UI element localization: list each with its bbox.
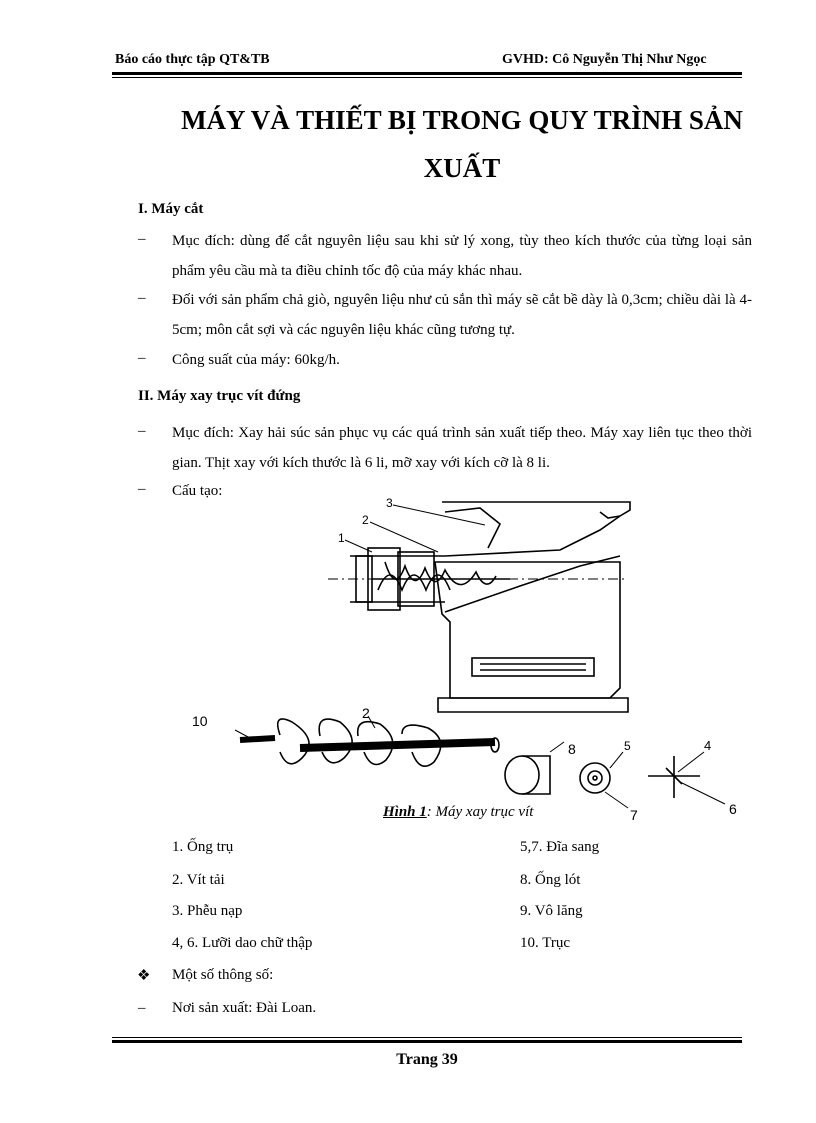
header-rule-thick — [112, 72, 742, 75]
section2-bullet-2: Cấu tạo: — [172, 483, 223, 499]
part-item: 9. Vô lăng — [520, 903, 583, 919]
fig-label-4: 4 — [704, 738, 712, 753]
section1-bullet-2: Đối với sản phẩm chả giò, nguyên liệu như củ sắn thì máy sẽ cắt bề dày là 0,3cm; chiều dài là 4- 5cm; môn cắt sợi và các nguyên liệu khác cũng tương tự. — [172, 292, 752, 338]
dash-marker: – — [138, 290, 146, 306]
fig-label-6: 6 — [729, 801, 737, 817]
specs-heading: Một số thông số: — [172, 967, 274, 983]
figure-caption-label: Hình 1 — [383, 804, 427, 820]
fig-label-8: 8 — [568, 741, 576, 757]
figure-caption — [383, 804, 533, 821]
fig-label-3: 3 — [386, 496, 393, 510]
part-item: 3. Phễu nạp — [172, 903, 243, 919]
grinder-diagram — [180, 490, 780, 830]
figure-caption-text: : Máy xay trục vít — [426, 804, 534, 820]
fig-label-2: 2 — [362, 513, 369, 527]
part-item: 8. Ống lót — [520, 872, 581, 888]
specs-bullet-1: Nơi sản xuất: Đài Loan. — [172, 1000, 317, 1016]
section2-heading: II. Máy xay trục vít đứng — [138, 388, 301, 404]
part-item: 10. Trục — [520, 935, 571, 951]
footer-rule-thick — [112, 1040, 742, 1043]
section1-bullet-3: Công suất của máy: 60kg/h. — [172, 352, 340, 368]
fig-label-2b: 2 — [362, 705, 370, 721]
dash-marker: – — [138, 423, 146, 439]
fig-label-5: 5 — [624, 739, 631, 753]
dash-marker: – — [138, 231, 146, 247]
header-right: GVHD: Cô Nguyễn Thị Như Ngọc — [502, 52, 707, 67]
section2-bullet-1: Mục đích: Xay hải súc sản phục vụ các quá trình sản xuất tiếp theo. Máy xay liên tục theo thời gian. Thịt xay với kích thước là 6 li, mỡ xay với kích cỡ là 8 li. — [172, 425, 752, 471]
fig-label-1: 1 — [338, 531, 345, 545]
page-title-line1: MÁY VÀ THIẾT BỊ TRONG QUY TRÌNH SẢN — [181, 105, 743, 135]
part-item: 4, 6. Lưỡi dao chữ thập — [172, 935, 313, 951]
dash-marker: – — [138, 350, 146, 366]
fig-label-7: 7 — [630, 807, 638, 823]
diamond-bullet-icon: ❖ — [137, 968, 151, 984]
section1-heading: I. Máy cắt — [138, 201, 204, 217]
header-left: Báo cáo thực tập QT&TB — [115, 52, 270, 67]
dash-marker: – — [138, 481, 146, 497]
page-title-line2: XUẤT — [423, 153, 501, 183]
footer-rule-thin — [112, 1037, 742, 1038]
part-item: 2. Vít tải — [172, 872, 225, 888]
dash-marker: – — [138, 1000, 146, 1016]
part-item: 5,7. Đĩa sang — [520, 839, 600, 855]
section1-bullet-1: Mục đích: dùng để cắt nguyên liệu sau khi sử lý xong, tùy theo kích thước của từng loại sản phẩm yêu cầu mà ta điều chỉnh tốc độ của máy khác nhau. — [172, 233, 752, 279]
page-number: Trang 39 — [396, 1051, 458, 1068]
part-item: 1. Ống trụ — [172, 839, 234, 855]
fig-label-10: 10 — [192, 713, 208, 729]
header-rule-thin — [112, 77, 742, 78]
